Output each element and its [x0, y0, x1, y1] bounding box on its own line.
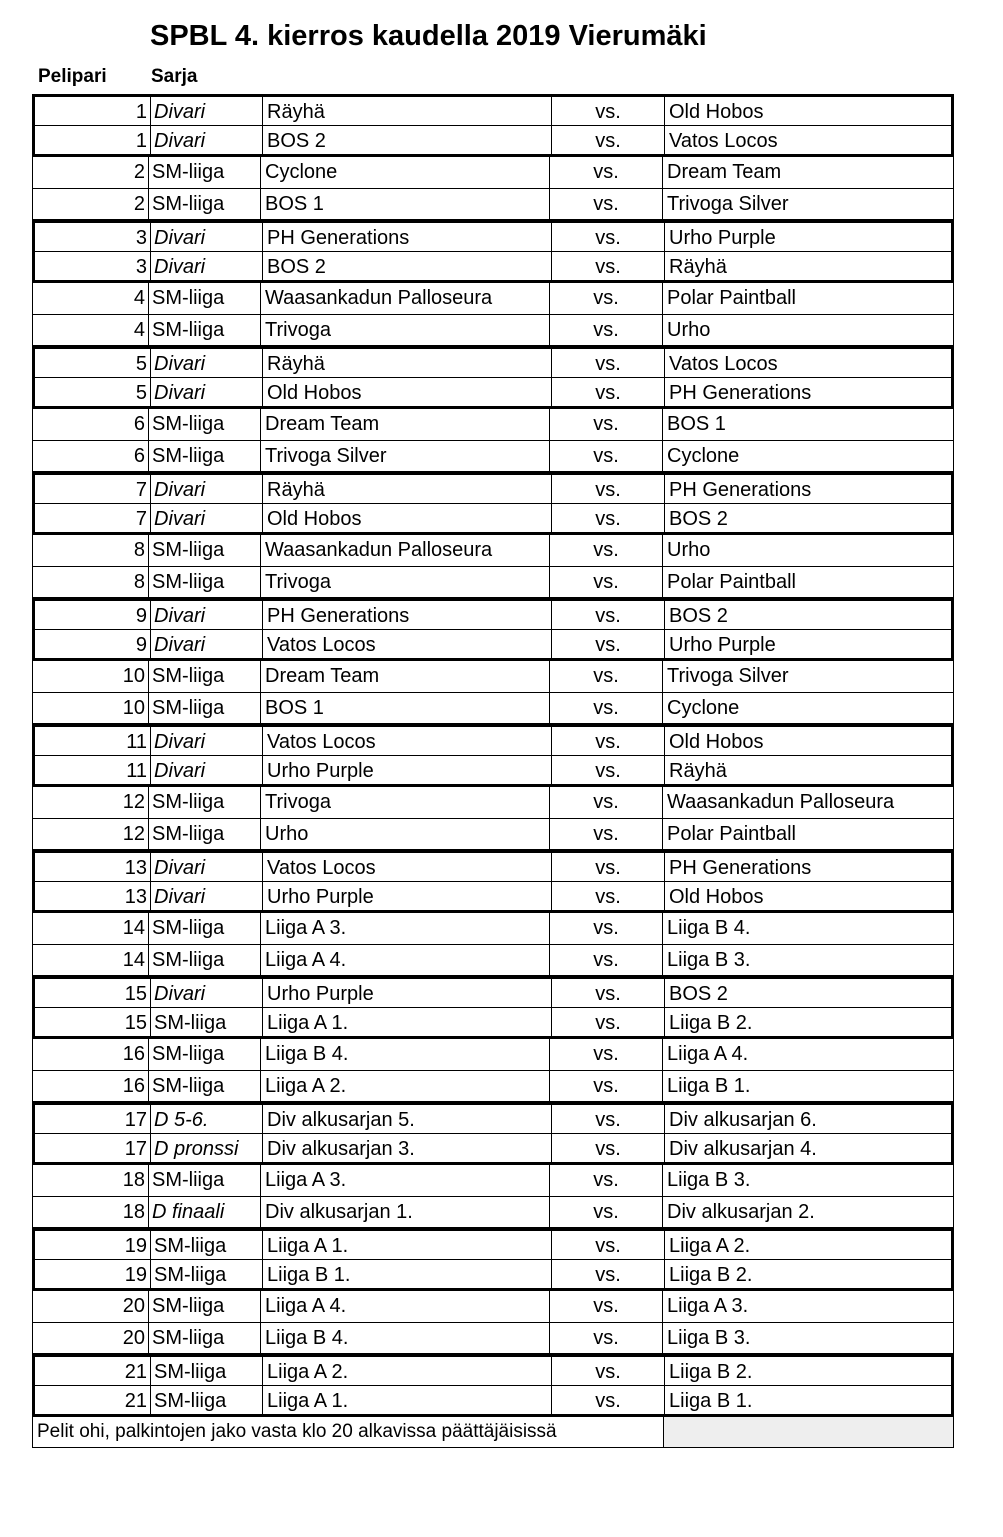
away-team: Vatos Locos: [669, 129, 778, 152]
series-name: Divari: [151, 378, 263, 407]
series-name: SM-liiga: [151, 1231, 263, 1259]
match-number: 3: [35, 223, 151, 251]
home-team: PH Generations: [263, 223, 552, 251]
home-team: Liiga B 4.: [261, 1323, 550, 1354]
schedule-table: [32, 94, 954, 1448]
away-team: Urho: [667, 318, 711, 341]
home-team: BOS 2: [263, 252, 552, 281]
away-team: Polar Paintball: [667, 822, 796, 845]
match-number: 17: [35, 1105, 151, 1133]
series-name: Divari: [151, 126, 263, 155]
series-name: SM-liiga: [149, 535, 261, 566]
series-name: D pronssi: [151, 1134, 263, 1163]
home-team: PH Generations: [263, 601, 552, 629]
home-team: Waasankadun Palloseura: [261, 535, 550, 566]
table-row: [32, 409, 954, 441]
away-team: Urho Purple: [669, 227, 776, 249]
home-team: Div alkusarjan 1.: [261, 1197, 550, 1228]
series-name: Divari: [151, 252, 263, 281]
match-number: 4: [33, 283, 149, 314]
home-team: Vatos Locos: [263, 727, 552, 755]
away-team: Räyhä: [669, 255, 727, 278]
home-team: Liiga A 1.: [263, 1231, 552, 1259]
table-row: [32, 1260, 954, 1292]
home-team: Urho Purple: [263, 882, 552, 911]
away-team: BOS 2: [669, 605, 728, 627]
versus-label: vs.: [550, 567, 663, 598]
series-name: SM-liiga: [149, 189, 261, 220]
versus-label: vs.: [550, 693, 663, 724]
series-name: SM-liiga: [149, 819, 261, 850]
away-team: Liiga B 2.: [669, 1361, 753, 1383]
column-header-sarja: Sarja: [151, 66, 198, 87]
home-team: Div alkusarjan 5.: [263, 1105, 552, 1133]
home-team: Trivoga: [261, 567, 550, 598]
match-number: 12: [33, 819, 149, 850]
versus-label: vs.: [552, 126, 665, 155]
table-row: [32, 693, 954, 725]
away-team: Div alkusarjan 2.: [667, 1200, 815, 1223]
home-team: Räyhä: [263, 97, 552, 125]
match-number: 3: [35, 252, 151, 281]
away-team: Liiga B 3.: [667, 948, 751, 971]
home-team: Urho: [261, 819, 550, 850]
series-name: Divari: [151, 97, 263, 125]
away-team: BOS 2: [669, 507, 728, 530]
series-name: Divari: [151, 475, 263, 503]
home-team: Vatos Locos: [263, 630, 552, 659]
home-team: Div alkusarjan 3.: [263, 1134, 552, 1163]
match-number: 7: [35, 475, 151, 503]
away-team: Liiga B 4.: [667, 917, 751, 939]
home-team: Cyclone: [261, 157, 550, 188]
table-row: [32, 1323, 954, 1355]
table-row: [32, 441, 954, 473]
away-team: Liiga B 3.: [667, 1169, 751, 1191]
away-team: Vatos Locos: [669, 353, 778, 375]
away-team: Liiga B 1.: [669, 1389, 753, 1412]
page-title: SPBL 4. kierros kaudella 2019 Vierumäki: [150, 20, 707, 52]
series-name: SM-liiga: [149, 441, 261, 472]
match-number: 2: [33, 189, 149, 220]
table-row: [32, 252, 954, 284]
series-name: SM-liiga: [151, 1386, 263, 1415]
table-row: [32, 1008, 954, 1040]
match-number: 9: [35, 601, 151, 629]
table-row: [32, 535, 954, 567]
versus-label: vs.: [550, 913, 663, 944]
away-team: Trivoga Silver: [667, 665, 789, 687]
series-name: Divari: [151, 601, 263, 629]
table-row: [32, 1386, 954, 1418]
home-team: Liiga A 3.: [261, 1165, 550, 1196]
away-team: Polar Paintball: [667, 287, 796, 309]
match-number: 16: [33, 1039, 149, 1070]
table-row: [32, 598, 954, 630]
table-row: [32, 787, 954, 819]
match-number: 11: [35, 756, 151, 785]
versus-label: vs.: [552, 1260, 665, 1289]
home-team: Urho Purple: [263, 979, 552, 1007]
series-name: Divari: [151, 756, 263, 785]
versus-label: vs.: [552, 1386, 665, 1415]
versus-label: vs.: [550, 1039, 663, 1070]
home-team: BOS 1: [261, 189, 550, 220]
versus-label: vs.: [550, 1071, 663, 1102]
away-team: Cyclone: [667, 696, 740, 719]
table-row: [32, 220, 954, 252]
series-name: SM-liiga: [149, 693, 261, 724]
versus-label: vs.: [550, 1165, 663, 1196]
versus-label: vs.: [552, 349, 665, 377]
table-row: [32, 1197, 954, 1229]
match-number: 20: [33, 1291, 149, 1322]
versus-label: vs.: [552, 1357, 665, 1385]
table-row: [32, 1134, 954, 1166]
versus-label: vs.: [552, 979, 665, 1007]
table-row: [32, 945, 954, 977]
table-row: [32, 1291, 954, 1323]
versus-label: vs.: [552, 853, 665, 881]
series-name: Divari: [151, 223, 263, 251]
table-row: [32, 819, 954, 851]
table-row: [32, 1228, 954, 1260]
away-team: Dream Team: [667, 161, 782, 183]
footer-empty-cell: [663, 1417, 953, 1447]
series-name: SM-liiga: [149, 1323, 261, 1354]
table-row: [32, 1165, 954, 1197]
away-team: BOS 2: [669, 983, 728, 1005]
versus-label: vs.: [552, 252, 665, 281]
home-team: BOS 2: [263, 126, 552, 155]
versus-label: vs.: [552, 1105, 665, 1133]
table-row: [32, 882, 954, 914]
table-row: [32, 157, 954, 189]
table-row: [32, 346, 954, 378]
versus-label: vs.: [550, 787, 663, 818]
home-team: Liiga A 4.: [261, 1291, 550, 1322]
table-row: [32, 94, 954, 126]
series-name: Divari: [151, 882, 263, 911]
away-team: Liiga B 1.: [667, 1074, 751, 1097]
versus-label: vs.: [550, 535, 663, 566]
versus-label: vs.: [552, 504, 665, 533]
home-team: Trivoga Silver: [261, 441, 550, 472]
versus-label: vs.: [552, 601, 665, 629]
match-number: 18: [33, 1165, 149, 1196]
away-team: PH Generations: [669, 479, 812, 501]
away-team: BOS 1: [667, 413, 726, 435]
match-number: 6: [33, 441, 149, 472]
column-header-pelipari: Pelipari: [38, 66, 107, 87]
series-name: SM-liiga: [149, 315, 261, 346]
series-name: Divari: [151, 853, 263, 881]
away-team: Liiga B 3.: [667, 1326, 751, 1349]
versus-label: vs.: [550, 661, 663, 692]
match-number: 21: [35, 1386, 151, 1415]
home-team: Liiga A 1.: [263, 1008, 552, 1037]
home-team: Trivoga: [261, 315, 550, 346]
versus-label: vs.: [550, 1197, 663, 1228]
away-team: Old Hobos: [669, 731, 764, 753]
versus-label: vs.: [550, 315, 663, 346]
table-row: [32, 567, 954, 599]
series-name: Divari: [151, 979, 263, 1007]
table-row: [32, 1102, 954, 1134]
versus-label: vs.: [552, 223, 665, 251]
match-number: 11: [35, 727, 151, 755]
match-number: 13: [35, 882, 151, 911]
table-row: [32, 1354, 954, 1386]
versus-label: vs.: [552, 1231, 665, 1259]
table-row: [32, 378, 954, 410]
match-number: 20: [33, 1323, 149, 1354]
match-number: 8: [33, 567, 149, 598]
table-row: [32, 661, 954, 693]
match-number: 8: [33, 535, 149, 566]
match-number: 17: [35, 1134, 151, 1163]
table-row: [32, 1039, 954, 1071]
series-name: SM-liiga: [149, 1071, 261, 1102]
versus-label: vs.: [552, 97, 665, 125]
match-number: 12: [33, 787, 149, 818]
series-name: SM-liiga: [149, 945, 261, 976]
versus-label: vs.: [552, 727, 665, 755]
table-row: [32, 283, 954, 315]
versus-label: vs.: [550, 441, 663, 472]
home-team: Räyhä: [263, 349, 552, 377]
versus-label: vs.: [550, 283, 663, 314]
versus-label: vs.: [552, 1134, 665, 1163]
match-number: 9: [35, 630, 151, 659]
footer-note: Pelit ohi, palkintojen jako vasta klo 20 alkavissa päättäjäisissä: [37, 1421, 557, 1442]
series-name: SM-liiga: [149, 567, 261, 598]
home-team: Vatos Locos: [263, 853, 552, 881]
series-name: SM-liiga: [149, 1039, 261, 1070]
match-number: 18: [33, 1197, 149, 1228]
versus-label: vs.: [552, 756, 665, 785]
away-team: Urho: [667, 539, 711, 561]
match-number: 15: [35, 979, 151, 1007]
match-number: 6: [33, 409, 149, 440]
table-row: [32, 189, 954, 221]
versus-label: vs.: [550, 1291, 663, 1322]
home-team: Liiga B 4.: [261, 1039, 550, 1070]
series-name: D 5-6.: [151, 1105, 263, 1133]
series-name: SM-liiga: [149, 409, 261, 440]
match-number: 19: [35, 1260, 151, 1289]
home-team: Urho Purple: [263, 756, 552, 785]
match-number: 2: [33, 157, 149, 188]
table-row: [32, 850, 954, 882]
match-number: 13: [35, 853, 151, 881]
away-team: Liiga A 2.: [669, 1235, 751, 1257]
versus-label: vs.: [552, 378, 665, 407]
table-row: [32, 913, 954, 945]
match-number: 19: [35, 1231, 151, 1259]
series-name: SM-liiga: [149, 1165, 261, 1196]
home-team: BOS 1: [261, 693, 550, 724]
home-team: Trivoga: [261, 787, 550, 818]
series-name: SM-liiga: [149, 157, 261, 188]
table-row: [32, 504, 954, 536]
match-number: 14: [33, 913, 149, 944]
home-team: Waasankadun Palloseura: [261, 283, 550, 314]
away-team: Cyclone: [667, 444, 740, 467]
away-team: Old Hobos: [669, 885, 764, 908]
away-team: Liiga B 2.: [669, 1263, 753, 1286]
series-name: Divari: [151, 504, 263, 533]
match-number: 5: [35, 378, 151, 407]
away-team: Liiga A 4.: [667, 1043, 749, 1065]
series-name: Divari: [151, 727, 263, 755]
match-number: 4: [33, 315, 149, 346]
away-team: Div alkusarjan 4.: [669, 1137, 817, 1160]
away-team: Div alkusarjan 6.: [669, 1109, 817, 1131]
series-name: SM-liiga: [149, 661, 261, 692]
series-name: SM-liiga: [149, 787, 261, 818]
series-name: SM-liiga: [151, 1357, 263, 1385]
match-number: 7: [35, 504, 151, 533]
match-number: 1: [35, 97, 151, 125]
footer-row: [32, 1417, 954, 1448]
versus-label: vs.: [552, 1008, 665, 1037]
home-team: Liiga A 1.: [263, 1386, 552, 1415]
home-team: Dream Team: [261, 409, 550, 440]
home-team: Räyhä: [263, 475, 552, 503]
away-team: PH Generations: [669, 381, 812, 404]
home-team: Old Hobos: [263, 378, 552, 407]
away-team: Liiga A 3.: [667, 1295, 749, 1317]
versus-label: vs.: [550, 1323, 663, 1354]
table-row: [32, 315, 954, 347]
table-row: [32, 1071, 954, 1103]
table-row: [32, 756, 954, 788]
table-row: [32, 126, 954, 158]
home-team: Old Hobos: [263, 504, 552, 533]
series-name: SM-liiga: [149, 283, 261, 314]
series-name: Divari: [151, 630, 263, 659]
table-row: [32, 724, 954, 756]
match-number: 14: [33, 945, 149, 976]
away-team: Trivoga Silver: [667, 192, 789, 215]
table-row: [32, 976, 954, 1008]
home-team: Liiga A 3.: [261, 913, 550, 944]
match-number: 21: [35, 1357, 151, 1385]
versus-label: vs.: [552, 882, 665, 911]
versus-label: vs.: [552, 475, 665, 503]
home-team: Liiga A 2.: [263, 1357, 552, 1385]
table-row: [32, 630, 954, 662]
home-team: Liiga B 1.: [263, 1260, 552, 1289]
home-team: Dream Team: [261, 661, 550, 692]
versus-label: vs.: [550, 157, 663, 188]
series-name: SM-liiga: [149, 913, 261, 944]
away-team: Polar Paintball: [667, 570, 796, 593]
match-number: 16: [33, 1071, 149, 1102]
versus-label: vs.: [550, 945, 663, 976]
away-team: Old Hobos: [669, 101, 764, 123]
home-team: Liiga A 4.: [261, 945, 550, 976]
series-name: Divari: [151, 349, 263, 377]
series-name: D finaali: [149, 1197, 261, 1228]
match-number: 10: [33, 693, 149, 724]
versus-label: vs.: [552, 630, 665, 659]
table-row: [32, 472, 954, 504]
match-number: 10: [33, 661, 149, 692]
away-team: Waasankadun Palloseura: [667, 791, 895, 813]
away-team: Urho Purple: [669, 633, 776, 656]
series-name: SM-liiga: [149, 1291, 261, 1322]
match-number: 5: [35, 349, 151, 377]
away-team: Räyhä: [669, 759, 727, 782]
away-team: PH Generations: [669, 857, 812, 879]
series-name: SM-liiga: [151, 1260, 263, 1289]
versus-label: vs.: [550, 189, 663, 220]
versus-label: vs.: [550, 409, 663, 440]
home-team: Liiga A 2.: [261, 1071, 550, 1102]
versus-label: vs.: [550, 819, 663, 850]
series-name: SM-liiga: [151, 1008, 263, 1037]
away-team: Liiga B 2.: [669, 1011, 753, 1034]
match-number: 1: [35, 126, 151, 155]
match-number: 15: [35, 1008, 151, 1037]
